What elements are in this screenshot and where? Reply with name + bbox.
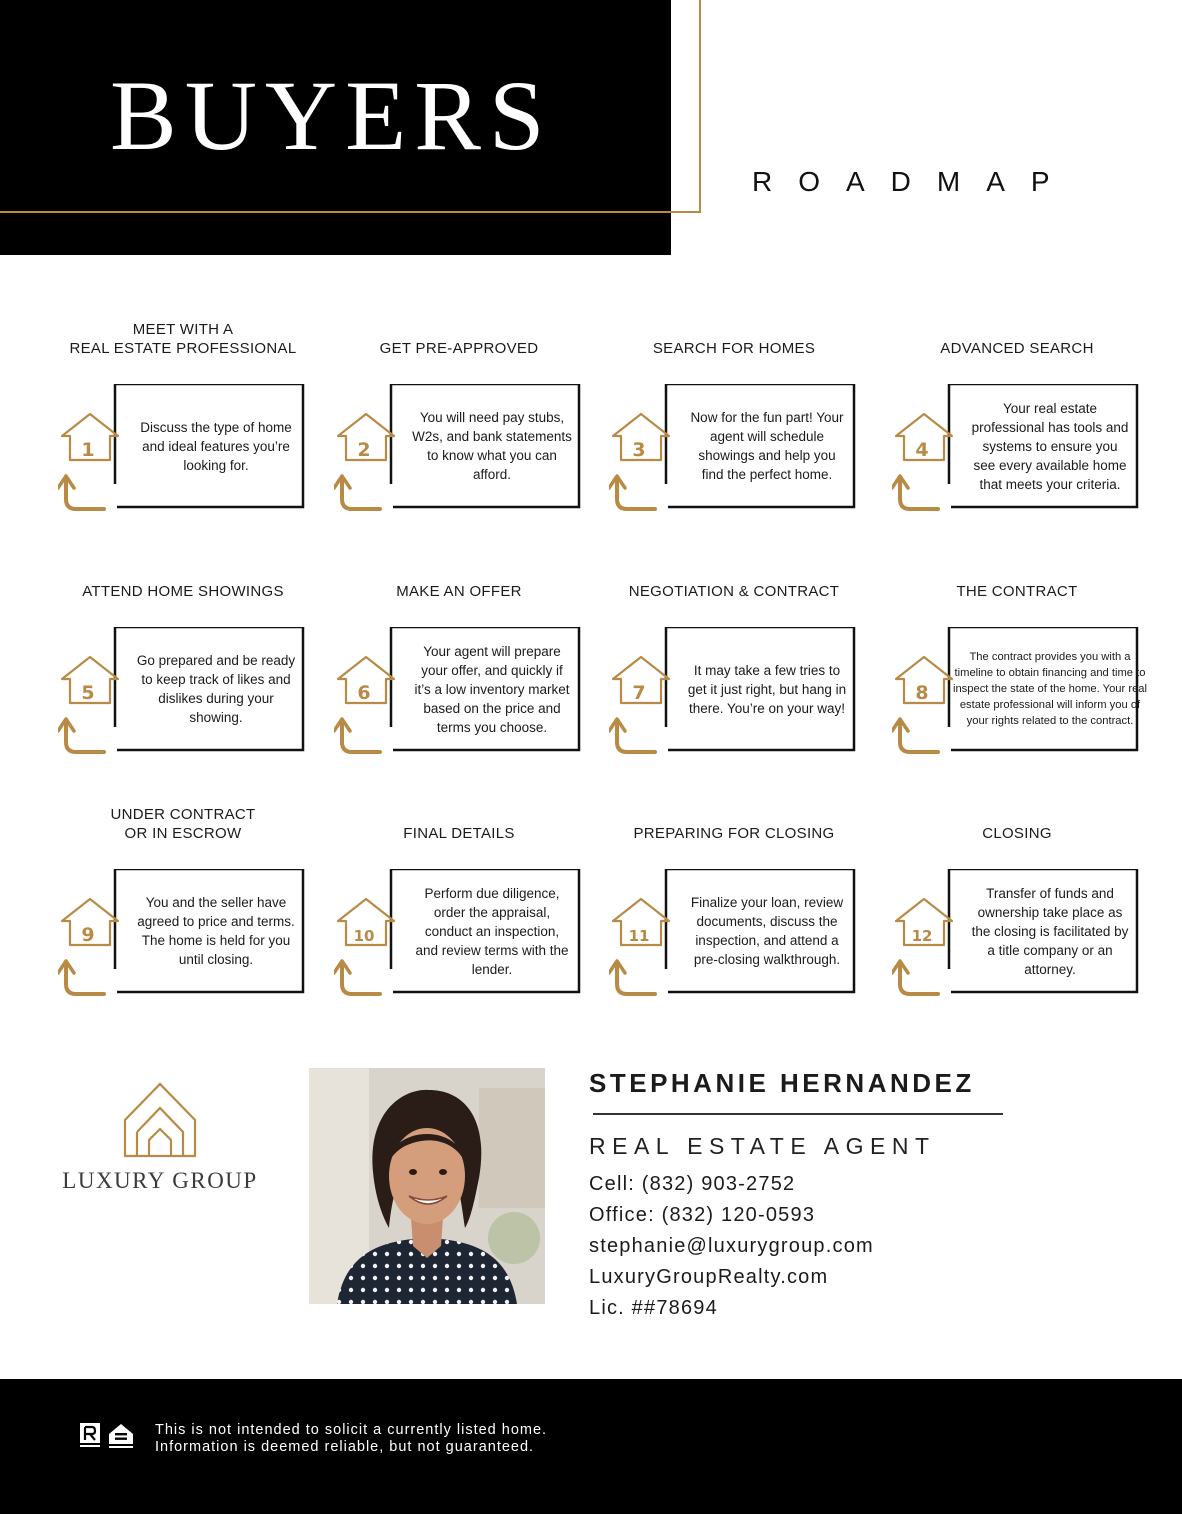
step-description: Perform due diligence, order the appraisal, conduct an inspection, and review terms with the lender. (415, 885, 569, 977)
step-number: 6 (357, 682, 371, 704)
step-title: PREPARING FOR CLOSING (633, 825, 835, 842)
step-title: MEET WITH A REAL ESTATE PROFESSIONAL (69, 321, 297, 357)
agent-office: Office: (832) 120-0593 (589, 1204, 816, 1226)
step-description: The contract provides you with a timeline to obtain financing and time to inspect the state of the home. Your real estate professional will inform you of your rights related to the contract. (952, 651, 1148, 727)
step-description: You will need pay stubs, W2s, and bank statements to know what you can afford. (412, 410, 572, 482)
disclaimer-line-1: This is not intended to solicit a currently listed home. (155, 1422, 548, 1438)
roadmap-step-11 (609, 791, 859, 991)
roadmap-step-7 (609, 549, 859, 749)
agent-website[interactable]: LuxuryGroupRealty.com (589, 1266, 829, 1288)
step-number: 11 (628, 927, 650, 945)
step-title: CLOSING (982, 825, 1052, 842)
step-title: NEGOTIATION & CONTRACT (628, 583, 840, 600)
footer (0, 1379, 1182, 1514)
step-title: THE CONTRACT (956, 583, 1078, 600)
divider (593, 1113, 1003, 1115)
roadmap-step-12 (892, 791, 1142, 991)
brand-logo (50, 1082, 270, 1193)
step-number: 1 (81, 439, 95, 461)
roadmap-step-8 (892, 549, 1148, 749)
agent-title: REAL ESTATE AGENT (589, 1133, 936, 1159)
agent-license: Lic. ##78694 (589, 1297, 718, 1319)
agent-email[interactable]: stephanie@luxurygroup.com (589, 1235, 874, 1257)
step-title: ADVANCED SEARCH (940, 340, 1094, 357)
step-number: 9 (81, 924, 95, 946)
step-title: UNDER CONTRACT OR IN ESCROW (110, 806, 256, 842)
step-description: Your agent will prepare your offer, and quickly if it’s a low inventory market based on the price and terms you choose. (414, 643, 570, 735)
step-number: 3 (632, 439, 646, 461)
roadmap-step-10 (334, 791, 584, 991)
roadmap-step-6 (334, 549, 584, 749)
step-number: 12 (911, 927, 933, 945)
step-description: Go prepared and be ready to keep track of likes and dislikes during your showing. (136, 653, 296, 725)
agent-name: STEPHANIE HERNANDEZ (589, 1068, 975, 1098)
step-title: SEARCH FOR HOMES (652, 340, 816, 357)
step-description: Finalize your loan, review documents, discuss the inspection, and attend a pre-closing walkthrough. (690, 895, 844, 967)
step-description: You and the seller have agreed to price and terms. The home is held for you until closing. (137, 895, 295, 967)
agent-cell: Cell: (832) 903-2752 (589, 1173, 796, 1195)
roadmap-step-4 (892, 306, 1142, 506)
house-logo-icon (50, 1082, 270, 1162)
roadmap-step-5 (58, 549, 308, 749)
roadmap-step-1 (58, 306, 308, 506)
realtor-icon (79, 1422, 103, 1450)
roadmap-step-3 (609, 306, 859, 506)
agent-photo (309, 1068, 545, 1304)
step-title: MAKE AN OFFER (396, 583, 522, 600)
page-subtitle: ROADMAP (752, 166, 1076, 197)
equal-housing-icon (107, 1422, 135, 1450)
step-description: Transfer of funds and ownership take place as the closing is facilitated by a title company or an attorney. (971, 885, 1129, 977)
step-title: GET PRE-APPROVED (379, 340, 539, 357)
brand-name: LUXURY GROUP (62, 1168, 258, 1193)
roadmap-step-9 (58, 791, 308, 991)
step-number: 7 (632, 682, 646, 704)
step-number: 2 (357, 439, 371, 461)
step-description: It may take a few tries to get it just right, but hang in there. You’re on your way! (687, 662, 847, 716)
page-title: BUYERS (110, 60, 553, 171)
disclaimer (155, 1422, 547, 1456)
step-number: 8 (915, 682, 929, 704)
step-number: 4 (915, 439, 929, 461)
step-description: Now for the fun part! Your agent will schedule showings and help you find the perfect home. (690, 410, 844, 482)
roadmap-step-2 (334, 306, 584, 506)
step-title: ATTEND HOME SHOWINGS (82, 583, 284, 600)
step-title: FINAL DETAILS (403, 825, 515, 842)
step-number: 5 (81, 682, 95, 704)
step-description: Discuss the type of home and ideal features you’re looking for. (140, 419, 292, 473)
disclaimer-line-2: Information is deemed reliable, but not guaranteed. (155, 1439, 535, 1455)
step-description: Your real estate professional has tools and systems to ensure you see every available home that meets your criteria. (971, 400, 1129, 492)
step-number: 10 (353, 927, 375, 945)
